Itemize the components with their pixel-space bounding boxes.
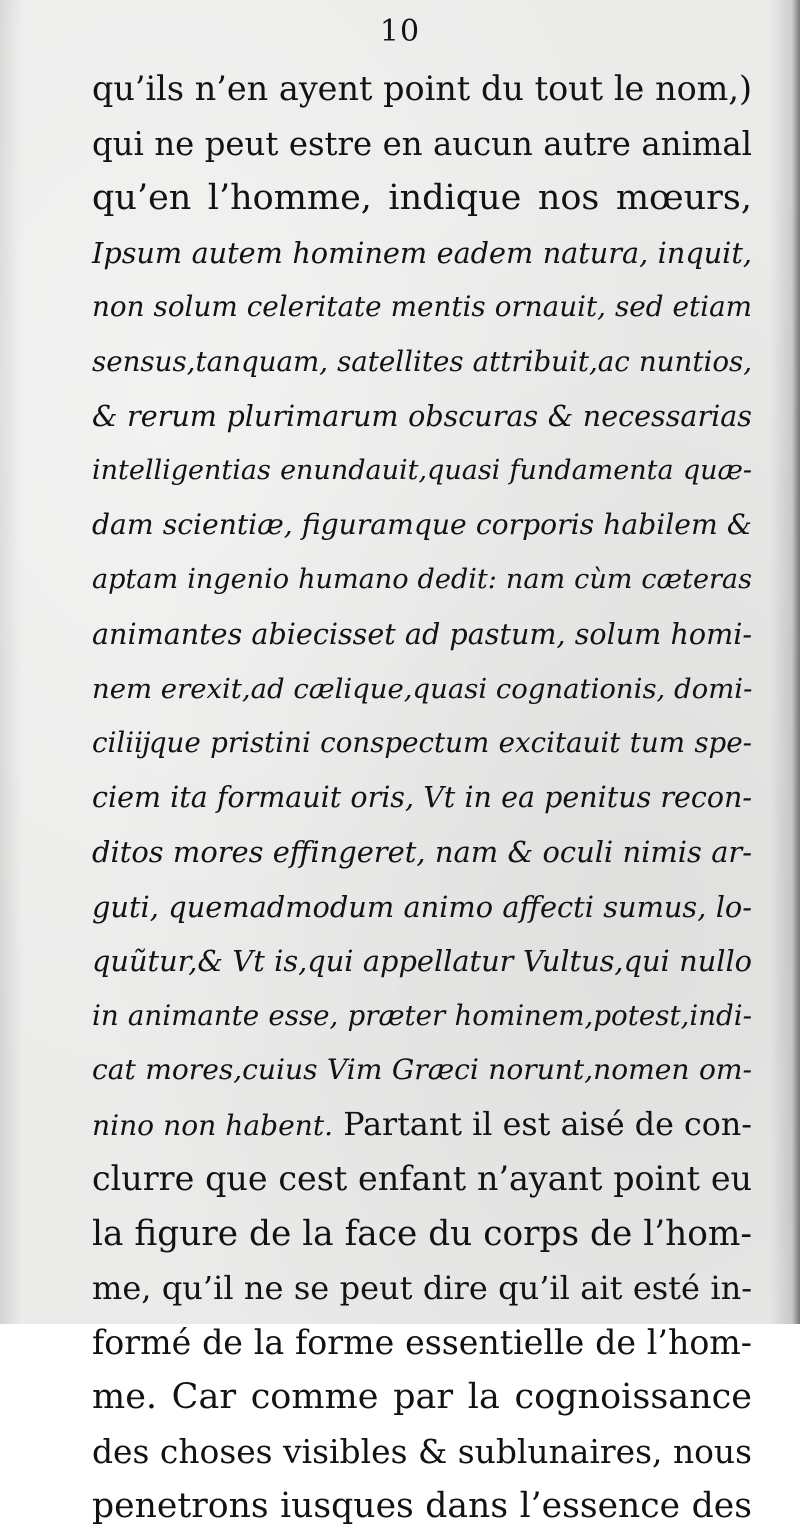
latin-quote-line: nem erexit,ad cælique,quasi cognationis, domi- bbox=[92, 672, 753, 705]
latin-quote-line: guti, quemadmodum animo affecti sumus, lo- bbox=[92, 889, 752, 924]
text-line: qu’ils n’en ayent point du tout le nom,) bbox=[92, 69, 752, 108]
latin-quote-line: intelligentias enundauit,quasi fundamenta quæ- bbox=[92, 454, 752, 486]
text-line: formé de la forme essentielle de l’hom- bbox=[92, 1322, 752, 1362]
french-text-start: Partant il est aisé de con- bbox=[333, 1106, 752, 1143]
latin-quote-line: quũtur,& Vt is,qui appellatur Vultus,qui nullo bbox=[92, 944, 752, 978]
latin-quote-line: cat mores,cuius Vim Græci norunt,nomen om- bbox=[92, 1053, 752, 1086]
text-line: qu’en l’homme, indique nos mœurs, bbox=[92, 178, 752, 218]
latin-quote-line: aptam ingenio humano dedit: nam cùm cæteras bbox=[92, 563, 752, 595]
text-line: me, qu’il ne se peut dire qu’il ait esté in- bbox=[92, 1269, 752, 1307]
text-line: me. Car comme par la cognoissance bbox=[92, 1377, 752, 1417]
latin-quote-line: sensus,tanquam, satellites attribuit,ac nuntios, bbox=[92, 344, 752, 378]
text-line: des choses visibles & sublunaires, nous bbox=[92, 1431, 752, 1471]
text-line: qui ne peut estre en aucun autre animal bbox=[92, 124, 752, 163]
text-line: la figure de la face du corps de l’hom- bbox=[92, 1213, 752, 1254]
latin-quote-end: nino non habent. bbox=[92, 1108, 334, 1142]
body-text bbox=[92, 62, 752, 1534]
latin-quote-line: ciem ita formauit oris, Vt in ea penitus recon- bbox=[92, 780, 752, 814]
latin-quote-line: & rerum plurimarum obscuras & necessarias bbox=[92, 399, 752, 433]
latin-quote-line: in animante esse, præter hominem,potest,indi- bbox=[92, 998, 752, 1032]
page-edge-shadow bbox=[792, 0, 800, 1324]
text-line: penetrons iusques dans l’essence des bbox=[92, 1486, 752, 1526]
latin-quote-line: ciliĳque pristini conspectum excitauit tum spe- bbox=[92, 726, 752, 759]
latin-quote-line: Ipsum autem hominem eadem natura, inquit, bbox=[92, 235, 752, 270]
latin-quote-line: animantes abiecisset ad pastum, solum homi- bbox=[92, 617, 752, 651]
latin-quote-line: non solum celeritate mentis ornauit, sed etiam bbox=[92, 290, 752, 323]
mixed-text-line bbox=[92, 1098, 752, 1153]
latin-quote-line: ditos mores effingeret, nam & oculi nimis ar- bbox=[92, 835, 752, 869]
page-number: 10 bbox=[379, 14, 421, 49]
text-line: clurre que cest enfant n’ayant point eu bbox=[92, 1159, 752, 1198]
latin-quote-line: dam scientiæ, figuramque corporis habilem & bbox=[92, 508, 752, 541]
